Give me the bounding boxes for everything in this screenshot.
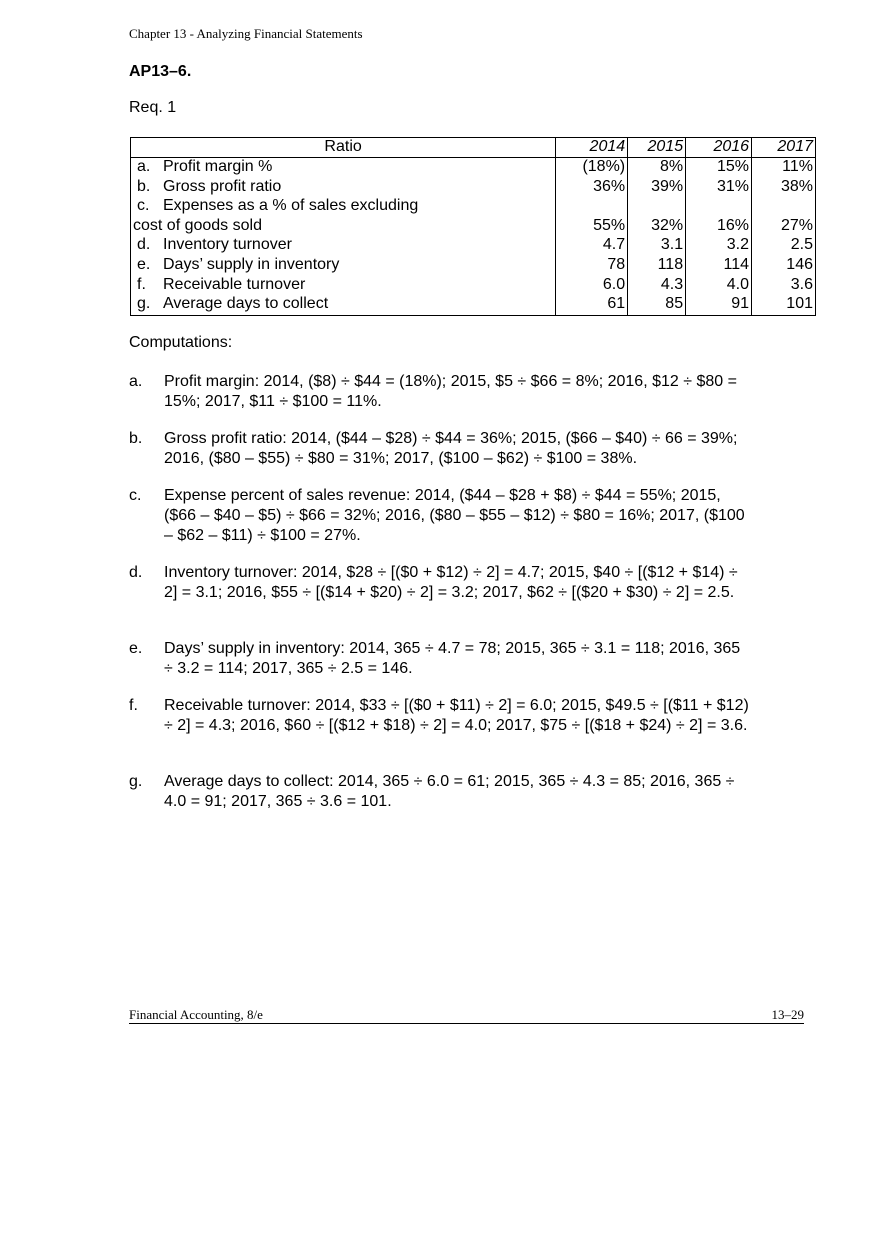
table-row xyxy=(131,256,816,276)
table-row-continuation xyxy=(131,217,816,237)
cell-value: 55% xyxy=(556,217,628,237)
computation-item xyxy=(129,486,749,546)
row-letter: a. xyxy=(137,158,151,175)
cell-value: 3.1 xyxy=(628,236,686,256)
cell-value: 16% xyxy=(686,217,752,237)
cell-value: 36% xyxy=(556,178,628,198)
ratio-column-header: Ratio xyxy=(131,138,556,158)
cell-value: 31% xyxy=(686,178,752,198)
chapter-header: Chapter 13 - Analyzing Financial Statements xyxy=(129,26,363,41)
row-label: Gross profit ratio xyxy=(163,177,282,195)
computation-letter: a. xyxy=(129,373,143,390)
computation-text: Expense percent of sales revenue: 2014, ($44 – $28 + $8) ÷ $44 = 55%; 2015, ($66 – $40 – $5) ÷ $66 = 32%; 2016, ($80 – $55 – $12) ÷ $80 = 16%; 2017, ($100 – $62 – $11) ÷ $100 = 27%. xyxy=(164,487,745,544)
computation-item xyxy=(129,639,749,679)
computation-item xyxy=(129,429,749,469)
table-row xyxy=(131,178,816,198)
problem-id: AP13–6. xyxy=(129,63,192,80)
cell-value: 101 xyxy=(752,295,816,315)
row-letter: b. xyxy=(137,177,151,195)
row-letter: f. xyxy=(137,275,146,293)
cell-value: 146 xyxy=(752,256,816,276)
row-letter: c. xyxy=(137,197,150,215)
cell-value: 4.7 xyxy=(556,236,628,256)
computation-letter: f. xyxy=(129,697,138,714)
table-row xyxy=(131,295,816,315)
row-label-continuation: cost of goods sold xyxy=(131,217,556,237)
row-label: Receivable turnover xyxy=(163,275,306,293)
cell-value: 78 xyxy=(556,256,628,276)
computation-text: Receivable turnover: 2014, $33 ÷ [($0 + $11) ÷ 2] = 6.0; 2015, $49.5 ÷ [($11 + $12) ÷ 2] = 4.3; 2016, $60 ÷ [($12 + $18) ÷ 2] = 4.0; 2017, $75 ÷ [($18 + $24) ÷ 2] = 3.6. xyxy=(164,697,749,734)
row-label: Profit margin % xyxy=(163,158,273,175)
year-header: 2014 xyxy=(556,138,628,158)
cell-value: 61 xyxy=(556,295,628,315)
computation-text: Gross profit ratio: 2014, ($44 – $28) ÷ $44 = 36%; 2015, ($66 – $40) ÷ 66 = 39%; 2016, ($80 – $55) ÷ $80 = 31%; 2017, ($100 – $62) ÷ $100 = 38%. xyxy=(164,430,738,467)
cell-value: 85 xyxy=(628,295,686,315)
year-header: 2017 xyxy=(752,138,816,158)
cell-value: 91 xyxy=(686,295,752,315)
book-title: Financial Accounting, 8/e xyxy=(129,1007,263,1022)
computation-item xyxy=(129,563,749,603)
computations-title: Computations: xyxy=(129,334,233,351)
cell-value: 39% xyxy=(628,178,686,198)
computation-item xyxy=(129,372,749,412)
cell-value: 114 xyxy=(686,256,752,276)
computation-letter: c. xyxy=(129,487,142,504)
computation-item xyxy=(129,772,749,812)
year-header: 2015 xyxy=(628,138,686,158)
row-letter: d. xyxy=(137,236,151,254)
page-number: 13–29 xyxy=(771,1007,804,1022)
cell-value: 2.5 xyxy=(752,236,816,256)
table-header-row xyxy=(131,138,816,158)
cell-value: 32% xyxy=(628,217,686,237)
row-label: Days’ supply in inventory xyxy=(163,255,340,273)
computation-item xyxy=(129,696,749,736)
year-header: 2016 xyxy=(686,138,752,158)
computation-text: Average days to collect: 2014, 365 ÷ 6.0 = 61; 2015, 365 ÷ 4.3 = 85; 2016, 365 ÷ 4.0 = 91; 2017, 365 ÷ 3.6 = 101. xyxy=(164,773,735,810)
requirement-label: Req. 1 xyxy=(129,99,177,116)
row-label: Expenses as a % of sales excluding xyxy=(163,197,419,215)
row-letter: e. xyxy=(137,255,151,273)
computation-text: Days’ supply in inventory: 2014, 365 ÷ 4.7 = 78; 2015, 365 ÷ 3.1 = 118; 2016, 365 ÷ 3.2 = 114; 2017, 365 ÷ 2.5 = 146. xyxy=(164,640,741,677)
table-row xyxy=(131,158,816,178)
cell-value: 3.2 xyxy=(686,236,752,256)
cell-value: 15% xyxy=(686,158,752,178)
cell-value: 3.6 xyxy=(752,276,816,296)
table-row xyxy=(131,197,816,217)
computation-letter: d. xyxy=(129,564,143,581)
cell-value: 8% xyxy=(628,158,686,178)
computation-letter: e. xyxy=(129,640,143,657)
cell-value: 4.0 xyxy=(686,276,752,296)
row-letter: g. xyxy=(137,295,151,313)
ratios-table xyxy=(130,137,816,316)
row-label: Average days to collect xyxy=(163,295,329,313)
cell-value: 11% xyxy=(752,158,816,178)
table-row xyxy=(131,276,816,296)
computation-text: Inventory turnover: 2014, $28 ÷ [($0 + $12) ÷ 2] = 4.7; 2015, $40 ÷ [($12 + $14) ÷ 2] = 3.1; 2016, $55 ÷ [($14 + $20) ÷ 2] = 3.2; 2017, $62 ÷ [($20 + $30) ÷ 2] = 2.5. xyxy=(164,564,738,601)
cell-value: 6.0 xyxy=(556,276,628,296)
computation-text: Profit margin: 2014, ($8) ÷ $44 = (18%); 2015, $5 ÷ $66 = 8%; 2016, $12 ÷ $80 = 15%; 2017, $11 ÷ $100 = 11%. xyxy=(164,373,737,410)
cell-value: (18%) xyxy=(556,158,628,178)
cell-value: 118 xyxy=(628,256,686,276)
computation-letter: b. xyxy=(129,430,143,447)
page-footer xyxy=(129,1007,804,1024)
cell-value: 27% xyxy=(752,217,816,237)
cell-value: 38% xyxy=(752,178,816,198)
cell-value: 4.3 xyxy=(628,276,686,296)
computation-letter: g. xyxy=(129,773,143,790)
table-row xyxy=(131,236,816,256)
row-label: Inventory turnover xyxy=(163,236,292,254)
